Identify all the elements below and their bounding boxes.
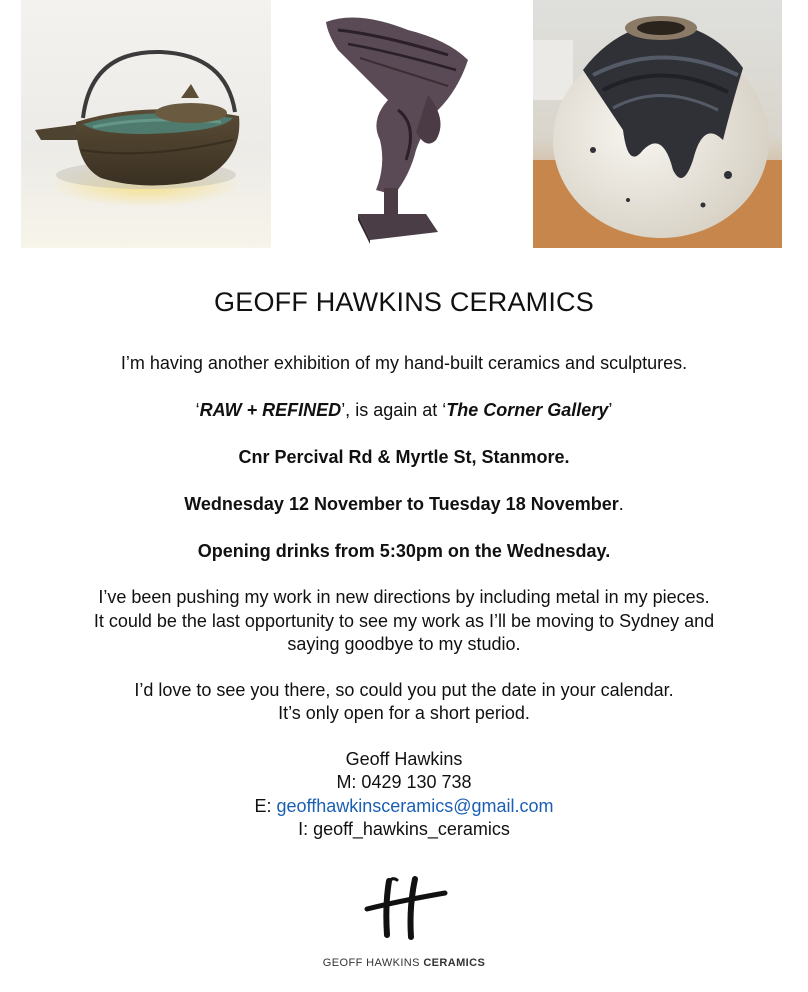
dates-text: Wednesday 12 November to Tuesday 18 November bbox=[184, 494, 619, 514]
quote-close: ’ bbox=[608, 400, 613, 420]
contact-email-line bbox=[0, 795, 808, 819]
paragraph-line: It’s only open for a short period. bbox=[278, 703, 530, 723]
brand-logo bbox=[0, 875, 808, 969]
contact-instagram: I: geoff_hawkins_ceramics bbox=[298, 819, 510, 839]
dates-end: . bbox=[618, 494, 624, 514]
quote-open: ‘ bbox=[195, 400, 200, 420]
venue-name: The Corner Gallery bbox=[446, 400, 609, 420]
address-text: Cnr Percival Rd & Myrtle St, Stanmore. bbox=[238, 447, 570, 467]
paragraph-line: I’ve been pushing my work in new directions by including metal in my pieces. bbox=[98, 587, 710, 607]
sculpture-photo bbox=[298, 0, 498, 248]
h-logo-mark bbox=[359, 875, 449, 945]
exhibition-line bbox=[0, 398, 808, 422]
invitation-body bbox=[0, 282, 808, 842]
paragraph-new-directions bbox=[0, 586, 808, 657]
email-link[interactable]: geoffhawkinsceramics@gmail.com bbox=[276, 795, 554, 816]
vase-photo bbox=[533, 0, 782, 248]
intro-text: I’m having another exhibition of my hand-built ceramics and sculptures. bbox=[120, 353, 688, 373]
page-title: GEOFF HAWKINS CERAMICS bbox=[214, 287, 594, 317]
email-label: E: bbox=[254, 795, 277, 816]
logo-text-bold: CERAMICS bbox=[423, 957, 486, 969]
paragraph-line: I’d love to see you there, so could you put the date in your calendar. bbox=[134, 679, 674, 700]
teapot-photo bbox=[21, 0, 271, 248]
exhibition-name: RAW + REFINED bbox=[199, 400, 342, 420]
contact-name: Geoff Hawkins bbox=[345, 748, 463, 769]
logo-text bbox=[0, 957, 808, 969]
exhibition-mid: ’, is again at ‘ bbox=[341, 400, 447, 420]
logo-text-regular: GEOFF HAWKINS bbox=[322, 957, 424, 969]
paragraph-invitation bbox=[0, 679, 808, 726]
photo-strip bbox=[0, 0, 808, 250]
dates-line bbox=[0, 492, 808, 516]
contact-block bbox=[0, 748, 808, 842]
paragraph-line: saying goodbye to my studio. bbox=[287, 634, 521, 654]
paragraph-line: It could be the last opportunity to see my work as I’ll be moving to Sydney and bbox=[93, 610, 715, 631]
contact-mobile: M: 0429 130 738 bbox=[336, 772, 472, 792]
opening-text: Opening drinks from 5:30pm on the Wednesday. bbox=[197, 541, 611, 561]
